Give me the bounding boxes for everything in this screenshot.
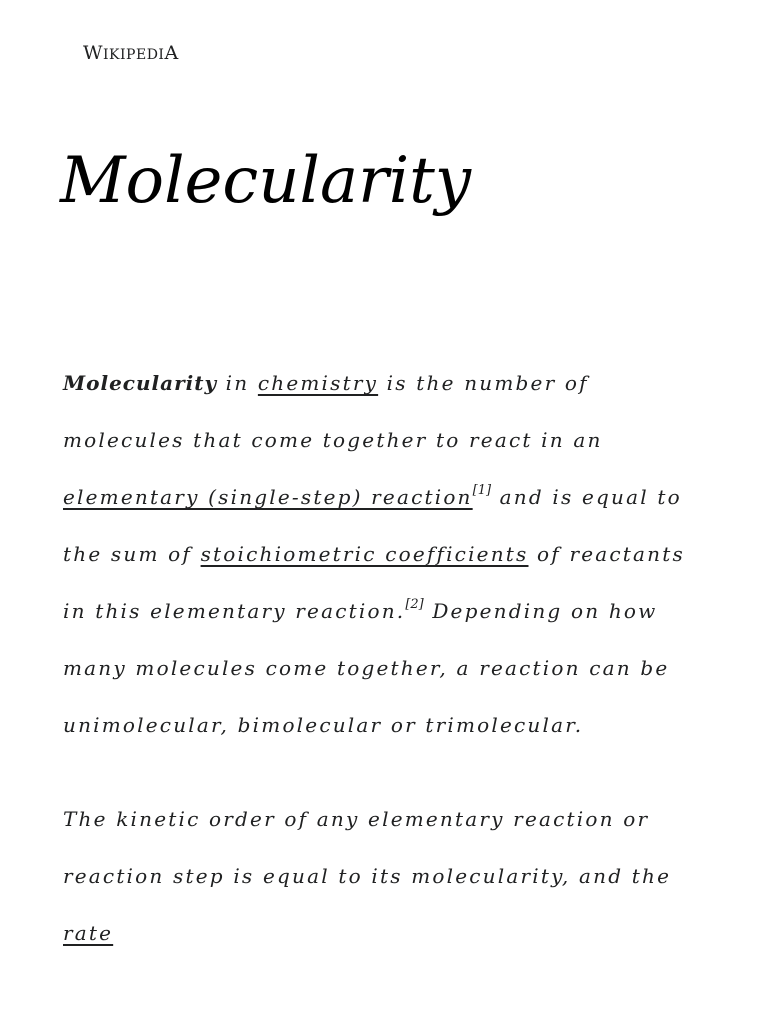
- wikipedia-logo[interactable]: [83, 42, 179, 64]
- logo-letters: IKIPEDI: [103, 47, 165, 63]
- text-span: The kinetic order of any elementary reaction or reaction step is equal to its molecularity, and the: [63, 807, 672, 888]
- article-body: [63, 355, 713, 999]
- text-span: of reactants in this elementary reaction.: [63, 542, 685, 623]
- text-span: in: [217, 371, 258, 395]
- text-span: is the number of molecules that come together to react in an: [63, 371, 603, 452]
- link-stoichiometric-coefficients[interactable]: stoichiometric coefficients: [200, 542, 529, 566]
- bold-term: Molecularity: [63, 371, 218, 395]
- logo-letter-a: A: [164, 42, 179, 64]
- paragraph-2: [63, 791, 713, 962]
- link-elementary-reaction[interactable]: elementary (single-step) reaction: [63, 485, 473, 509]
- text-span: Depending on how many molecules come together, a reaction can be unimolecular, bimolecular or trimolecular.: [63, 599, 670, 737]
- logo-letter-w: W: [83, 42, 104, 64]
- link-rate[interactable]: rate: [63, 921, 114, 945]
- page-title: Molecularity: [60, 144, 472, 218]
- reference-1[interactable]: [1]: [472, 483, 492, 498]
- paragraph-1: [63, 355, 713, 754]
- text-span: and is equal to the sum of: [63, 485, 682, 566]
- link-chemistry[interactable]: chemistry: [257, 371, 379, 395]
- reference-2[interactable]: [2]: [405, 597, 424, 612]
